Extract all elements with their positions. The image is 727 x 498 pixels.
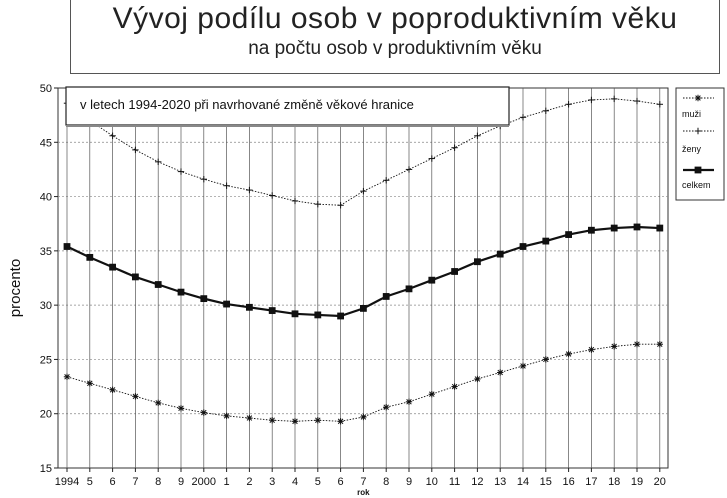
chart-subtitle: na počtu osob v produktivním věku bbox=[248, 38, 542, 59]
legend bbox=[676, 88, 724, 200]
data-point bbox=[565, 351, 571, 357]
data-point bbox=[178, 405, 184, 411]
data-point bbox=[383, 404, 389, 410]
x-tick-label: 5 bbox=[86, 476, 93, 488]
data-point bbox=[64, 374, 70, 380]
data-point bbox=[224, 301, 230, 307]
data-point bbox=[178, 289, 184, 295]
data-point bbox=[87, 380, 93, 386]
x-tick-label: 14 bbox=[516, 476, 530, 488]
data-point bbox=[451, 145, 457, 151]
data-point bbox=[406, 399, 412, 405]
x-tick-label: 12 bbox=[471, 476, 484, 488]
data-point bbox=[315, 201, 321, 207]
data-point bbox=[201, 176, 207, 182]
x-tick-label: 18 bbox=[608, 476, 621, 488]
data-point bbox=[474, 259, 480, 265]
data-point bbox=[110, 264, 116, 270]
data-point bbox=[337, 418, 343, 424]
x-tick-label: 9 bbox=[177, 476, 185, 488]
data-point bbox=[429, 155, 435, 161]
data-point bbox=[87, 254, 93, 260]
data-point bbox=[497, 251, 503, 257]
x-tick-label: 2 bbox=[246, 476, 253, 488]
data-point bbox=[520, 363, 526, 369]
x-tick-label: 6 bbox=[337, 476, 344, 488]
data-point bbox=[337, 202, 343, 208]
data-point bbox=[360, 188, 366, 194]
data-point bbox=[292, 418, 298, 424]
data-point bbox=[634, 98, 640, 104]
data-point bbox=[269, 417, 275, 423]
y-tick-label: 35 bbox=[39, 245, 52, 258]
data-point bbox=[611, 225, 617, 231]
data-point bbox=[497, 369, 503, 375]
data-point bbox=[246, 187, 252, 193]
data-point bbox=[292, 311, 298, 317]
data-point bbox=[155, 159, 161, 165]
data-point bbox=[292, 198, 298, 204]
y-tick-label: 45 bbox=[39, 137, 52, 150]
x-tick-label: 2000 bbox=[191, 476, 217, 488]
data-point bbox=[132, 393, 138, 399]
data-point bbox=[223, 183, 229, 189]
data-point bbox=[611, 96, 617, 102]
chart-title: Vývoj podílu osob v poproduktivním věku bbox=[112, 2, 678, 35]
data-point bbox=[315, 417, 321, 423]
data-point bbox=[657, 341, 663, 347]
data-point bbox=[315, 312, 321, 318]
data-point bbox=[383, 177, 389, 183]
y-tick-label: 30 bbox=[39, 300, 52, 313]
data-point bbox=[132, 274, 138, 280]
data-point bbox=[429, 277, 435, 283]
data-point bbox=[634, 341, 640, 347]
x-tick-label: 9 bbox=[405, 476, 413, 488]
data-point bbox=[588, 227, 594, 233]
data-point bbox=[406, 166, 412, 172]
data-point bbox=[360, 414, 366, 420]
x-tick-label: 3 bbox=[269, 476, 276, 488]
y-tick-label: 25 bbox=[39, 354, 52, 367]
data-point bbox=[155, 400, 161, 406]
data-point bbox=[451, 383, 457, 389]
data-point bbox=[634, 224, 640, 230]
data-point bbox=[109, 387, 115, 393]
data-point bbox=[588, 97, 594, 103]
data-point bbox=[611, 343, 617, 349]
x-tick-label: 1994 bbox=[54, 476, 80, 488]
y-tick-label: 15 bbox=[39, 463, 52, 475]
data-point bbox=[520, 114, 526, 120]
x-tick-label: 7 bbox=[132, 476, 139, 488]
data-point bbox=[64, 244, 70, 250]
data-point bbox=[474, 133, 480, 139]
x-tick-label: 17 bbox=[585, 476, 598, 488]
data-point bbox=[201, 409, 207, 415]
data-point bbox=[657, 101, 663, 107]
data-point bbox=[223, 413, 229, 419]
x-tick-label: 19 bbox=[630, 476, 644, 488]
data-point bbox=[657, 225, 663, 231]
x-tick-label: 7 bbox=[360, 476, 367, 488]
plot-frame bbox=[58, 88, 668, 468]
data-point bbox=[452, 268, 458, 274]
annotation-text: v letech 1994-2020 při navrhované změně věkové hranice bbox=[80, 97, 414, 112]
data-point bbox=[429, 391, 435, 397]
y-tick-label: 40 bbox=[39, 191, 52, 204]
data-point bbox=[565, 101, 571, 107]
x-tick-label: 10 bbox=[425, 476, 438, 488]
data-point bbox=[246, 415, 252, 421]
data-point bbox=[109, 133, 115, 139]
x-tick-label: 8 bbox=[155, 476, 162, 488]
x-tick-label: 13 bbox=[494, 476, 507, 488]
data-point bbox=[474, 376, 480, 382]
data-point bbox=[338, 313, 344, 319]
x-tick-label: 6 bbox=[109, 476, 116, 488]
legend-label: celkem bbox=[682, 180, 711, 190]
data-point bbox=[132, 147, 138, 153]
data-point bbox=[588, 346, 594, 352]
data-point bbox=[383, 293, 389, 299]
data-point bbox=[360, 305, 366, 311]
x-tick-label: 5 bbox=[314, 476, 321, 488]
legend-label: ženy bbox=[682, 144, 702, 154]
data-point bbox=[520, 244, 526, 250]
data-point bbox=[566, 232, 572, 238]
y-tick-label: 20 bbox=[39, 408, 52, 421]
data-point bbox=[406, 286, 412, 292]
data-point bbox=[269, 308, 275, 314]
y-axis-title: procento bbox=[7, 258, 24, 318]
x-tick-label: 8 bbox=[383, 476, 390, 488]
x-tick-label: 4 bbox=[291, 476, 299, 488]
x-tick-label: 16 bbox=[562, 476, 575, 488]
data-point bbox=[201, 296, 207, 302]
annotation bbox=[66, 87, 509, 126]
data-point bbox=[155, 282, 161, 288]
x-axis-title: rok bbox=[357, 488, 370, 497]
legend-label: muži bbox=[682, 109, 702, 119]
x-tick-label: 15 bbox=[539, 476, 552, 488]
data-point bbox=[246, 304, 252, 310]
x-tick-label: 11 bbox=[448, 476, 461, 488]
x-tick-label: 1 bbox=[223, 476, 230, 488]
data-point bbox=[543, 238, 549, 244]
data-point bbox=[178, 168, 184, 174]
data-point bbox=[269, 192, 275, 198]
data-point bbox=[543, 108, 549, 114]
x-tick-label: 20 bbox=[653, 476, 666, 488]
y-tick-label: 50 bbox=[39, 83, 52, 95]
data-point bbox=[543, 356, 549, 362]
